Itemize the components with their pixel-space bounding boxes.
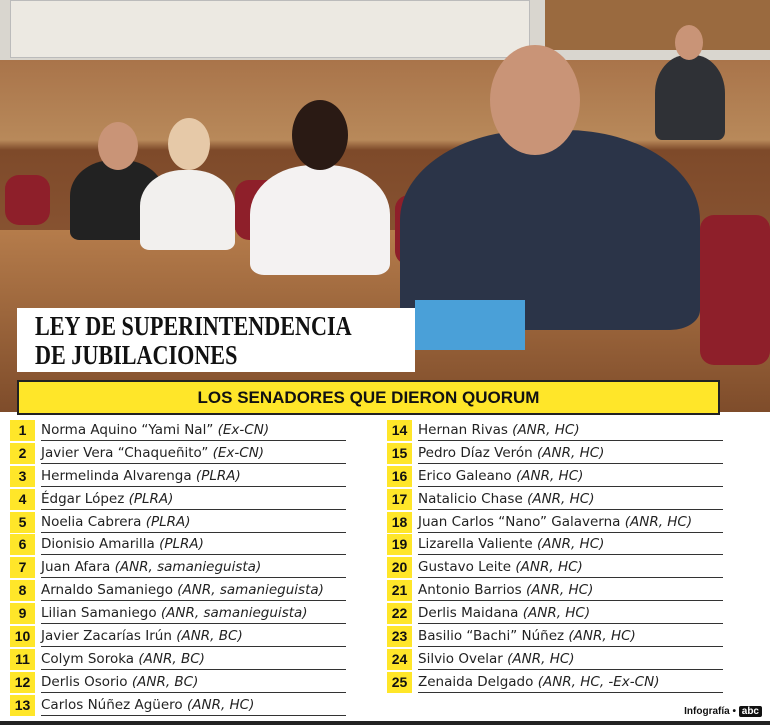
senator-name (41, 603, 346, 624)
list-item (10, 602, 346, 625)
list-number: 4 (10, 489, 35, 510)
list-number: 14 (387, 420, 412, 441)
senator-party: (ANR, HC) (515, 559, 583, 576)
senator-name (418, 603, 723, 624)
senator-name (418, 466, 723, 487)
list-item (387, 579, 723, 602)
senator-name-text: Zenaida Delgado (418, 673, 534, 690)
list-number: 25 (387, 672, 412, 693)
senator-party: (ANR, HC) (186, 696, 255, 713)
senator-name-text: Juan Carlos “Nano” Galaverna (418, 513, 621, 530)
senator-head (292, 100, 348, 170)
senator-party: (ANR, samanieguista) (160, 605, 308, 622)
list-item (10, 671, 346, 694)
senator-name (41, 580, 346, 601)
senator-name (41, 489, 346, 510)
standing-person (655, 55, 725, 140)
senator-figure (140, 170, 235, 250)
senator-figure (250, 165, 390, 275)
seat (700, 215, 770, 365)
senator-name-text: Derlis Osorio (41, 673, 128, 690)
list-item (387, 602, 723, 625)
senator-party: (ANR, samanieguista) (114, 559, 262, 576)
list-item (387, 465, 723, 488)
senator-name-text: Natalicio Chase (418, 490, 523, 507)
senator-name-text: Arnaldo Samaniego (41, 582, 173, 599)
list-number: 21 (387, 580, 412, 601)
list-item (387, 488, 723, 511)
senator-name-text: Pedro Díaz Verón (418, 444, 533, 461)
list-number: 3 (10, 466, 35, 487)
senator-party: (ANR, samanieguista) (177, 582, 324, 599)
list-item (10, 694, 346, 717)
list-number: 24 (387, 649, 412, 670)
senator-name (418, 672, 723, 693)
senator-name-text: Silvio Ovelar (418, 650, 503, 667)
senator-name-text: Juan Afara (41, 559, 111, 576)
senator-party: (ANR, HC) (522, 605, 591, 622)
list-item (387, 511, 723, 534)
list-item (10, 579, 346, 602)
senator-name (418, 534, 723, 555)
senator-party: (ANR, HC) (527, 490, 595, 507)
wood-wall (545, 0, 770, 50)
credit-text: Infografía • (684, 706, 736, 717)
abc-logo: abc (739, 706, 762, 717)
senator-name-text: Colym Soroka (41, 650, 135, 667)
senator-name (418, 580, 723, 601)
senator-name (418, 512, 723, 533)
senator-party: (ANR, HC) (537, 444, 605, 461)
senator-party: (PLRA) (195, 467, 241, 484)
list-item (10, 625, 346, 648)
list-number: 2 (10, 443, 35, 464)
senator-party: (ANR, HC) (525, 582, 594, 599)
list-number: 16 (387, 466, 412, 487)
senator-name (41, 512, 346, 533)
section-banner: LOS SENADORES QUE DIERON QUORUM (17, 380, 720, 415)
list-number: 7 (10, 557, 35, 578)
list-item (387, 556, 723, 579)
senator-party: (ANR, HC) (624, 513, 693, 530)
senator-name (418, 420, 723, 441)
senator-name-text: Hermelinda Alvarenga (41, 467, 192, 484)
list-item (387, 648, 723, 671)
headline-line-1: LEY DE SUPERINTENDENCIA (35, 311, 352, 341)
senator-name-text: Carlos Núñez Agüero (41, 696, 183, 713)
seat (5, 175, 50, 225)
list-item (10, 465, 346, 488)
senator-party: (ANR, HC) (515, 467, 584, 484)
senator-party: (Ex-CN) (212, 444, 265, 461)
senator-name (418, 626, 723, 647)
senator-name-text: Lilian Samaniego (41, 605, 157, 622)
senator-name-text: Édgar López (41, 490, 125, 507)
senator-name (418, 443, 723, 464)
list-number: 6 (10, 534, 35, 555)
senator-name-text: Noelia Cabrera (41, 513, 142, 530)
credit (684, 706, 762, 717)
list-number: 9 (10, 603, 35, 624)
senator-name (41, 466, 346, 487)
senator-name-text: Dionisio Amarilla (41, 536, 155, 553)
bottom-rule (0, 721, 770, 725)
wall-panels (10, 0, 530, 58)
list-item (10, 648, 346, 671)
senator-head (168, 118, 210, 170)
list-number: 1 (10, 420, 35, 441)
list-item (387, 419, 723, 442)
senator-name (41, 557, 346, 578)
senator-party: (ANR, HC) (507, 650, 575, 667)
list-number: 10 (10, 626, 35, 647)
senator-name-text: Antonio Barrios (418, 582, 522, 599)
senator-party: (Ex-CN) (217, 421, 270, 438)
list-number: 12 (10, 672, 35, 693)
senator-party: (PLRA) (159, 536, 204, 553)
list-number: 19 (387, 534, 412, 555)
list-number: 11 (10, 649, 35, 670)
list-number: 22 (387, 603, 412, 624)
senator-name-text: Basilio “Bachi” Núñez (418, 627, 565, 644)
list-number: 17 (387, 489, 412, 510)
list-item (10, 442, 346, 465)
senator-head (98, 122, 138, 170)
senator-name (41, 695, 346, 716)
senator-party: (ANR, HC) (536, 536, 605, 553)
list-number: 5 (10, 512, 35, 533)
senator-name (41, 534, 346, 555)
senator-list-right (387, 419, 723, 694)
senator-name (418, 649, 723, 670)
senator-party: (ANR, HC) (512, 421, 580, 438)
senator-name-text: Lizarella Valiente (418, 536, 533, 553)
senator-name-text: Hernan Rivas (418, 421, 508, 438)
list-item (10, 533, 346, 556)
list-number: 13 (10, 695, 35, 716)
senator-name-text: Gustavo Leite (418, 559, 512, 576)
senator-name-text: Erico Galeano (418, 467, 512, 484)
list-number: 23 (387, 626, 412, 647)
senator-name (41, 443, 346, 464)
list-number: 18 (387, 512, 412, 533)
list-item (387, 625, 723, 648)
list-item (10, 488, 346, 511)
senator-party: (PLRA) (145, 513, 191, 530)
standing-head (675, 25, 703, 60)
senator-name (418, 489, 723, 510)
headline-box (17, 308, 415, 372)
senator-name-text: Derlis Maidana (418, 605, 519, 622)
senator-head (490, 45, 580, 155)
list-item (387, 533, 723, 556)
list-item (387, 671, 723, 694)
senator-party: (ANR, BC) (176, 627, 243, 644)
list-number: 20 (387, 557, 412, 578)
senator-name (41, 649, 346, 670)
senator-name (418, 557, 723, 578)
senator-name-text: Norma Aquino “Yami Nal” (41, 421, 214, 438)
list-item (10, 419, 346, 442)
senator-party: (PLRA) (128, 490, 174, 507)
headline-line-2: DE JUBILACIONES (35, 340, 238, 370)
list-item (387, 442, 723, 465)
senator-name-text: Javier Zacarías Irún (41, 627, 172, 644)
list-item (10, 556, 346, 579)
senator-name (41, 420, 346, 441)
senator-party: (ANR, BC) (131, 673, 199, 690)
senator-name-text: Javier Vera “Chaqueñito” (41, 444, 209, 461)
blue-folder (415, 300, 525, 350)
senator-party: (ANR, HC) (568, 627, 636, 644)
senator-name (41, 672, 346, 693)
list-number: 15 (387, 443, 412, 464)
senator-party: (ANR, HC, -Ex-CN) (537, 673, 660, 690)
senator-list-left (10, 419, 346, 717)
list-item (10, 511, 346, 534)
senator-party: (ANR, BC) (138, 650, 205, 667)
senator-name (41, 626, 346, 647)
list-number: 8 (10, 580, 35, 601)
